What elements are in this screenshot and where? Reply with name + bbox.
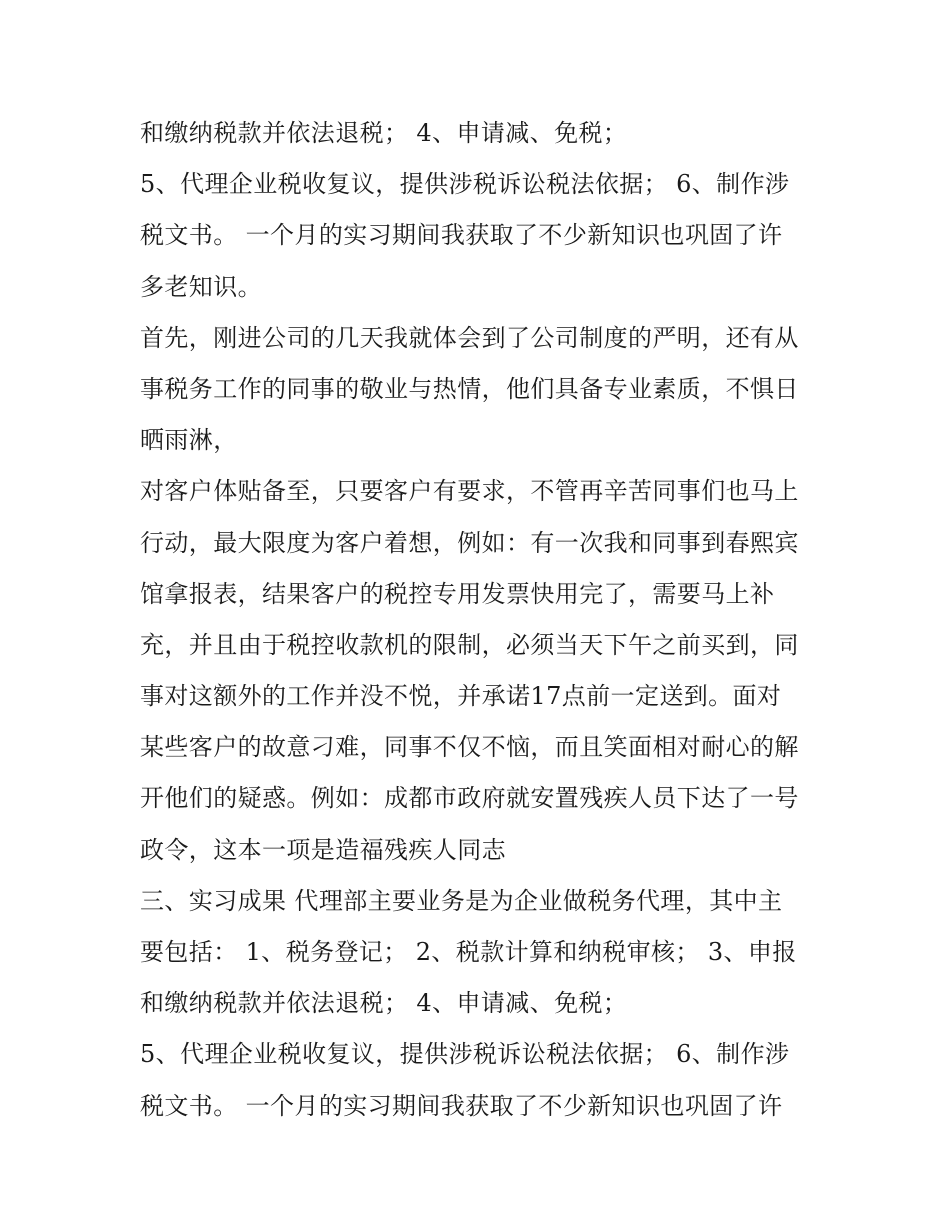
text-line: 馆拿报表，结果客户的税控专用发票快用完了，需要马上补 (140, 579, 775, 608)
text-line: 行动，最大限度为客户着想，例如：有一次我和同事到春熙宾 (140, 528, 799, 557)
text-line: 晒雨淋， (140, 426, 238, 455)
text-line: 事税务工作的同事的敬业与热情，他们具备专业素质，不惧日 (140, 374, 799, 403)
text-line: 要包括： 1、税务登记； 2、税款计算和纳税审核； 3、申报 (140, 938, 797, 966)
text-line: 和缴纳税款并依法退税； 4、申请减、免税； (140, 119, 628, 147)
text-line: 税文书。 一个月的实习期间我获取了不少新知识也巩固了许 (140, 1091, 783, 1120)
text-line: 税文书。 一个月的实习期间我获取了不少新知识也巩固了许 (140, 221, 783, 250)
text-line: 开他们的疑惑。例如：成都市政府就安置残疾人员下达了一号 (140, 784, 799, 813)
text-line: 首先，刚进公司的几天我就体会到了公司制度的严明，还有从 (140, 323, 799, 352)
text-line: 对客户体贴备至，只要客户有要求，不管再辛苦同事们也马上 (140, 477, 799, 506)
text-line: 5、代理企业税收复议，提供涉税诉讼税法依据； 6、制作涉 (140, 1040, 790, 1069)
text-line: 事对这额外的工作并没不悦，并承诺17点前一定送到。面对 (140, 682, 782, 711)
document-body (140, 108, 820, 1132)
text-line: 充，并且由于税控收款机的限制，必须当天下午之前买到，同 (140, 630, 799, 659)
text-line: 和缴纳税款并依法退税； 4、申请减、免税； (140, 989, 628, 1018)
text-line: 5、代理企业税收复议，提供涉税诉讼税法依据； 6、制作涉 (140, 170, 790, 199)
text-line: 三、实习成果 代理部主要业务是为企业做税务代理，其中主 (140, 886, 783, 915)
text-line: 某些客户的故意刁难，同事不仅不恼，而且笑面相对耐心的解 (140, 733, 799, 762)
text-line: 多老知识。 (140, 272, 262, 301)
text-line: 政令，这本一项是造福残疾人同志 (140, 835, 506, 864)
